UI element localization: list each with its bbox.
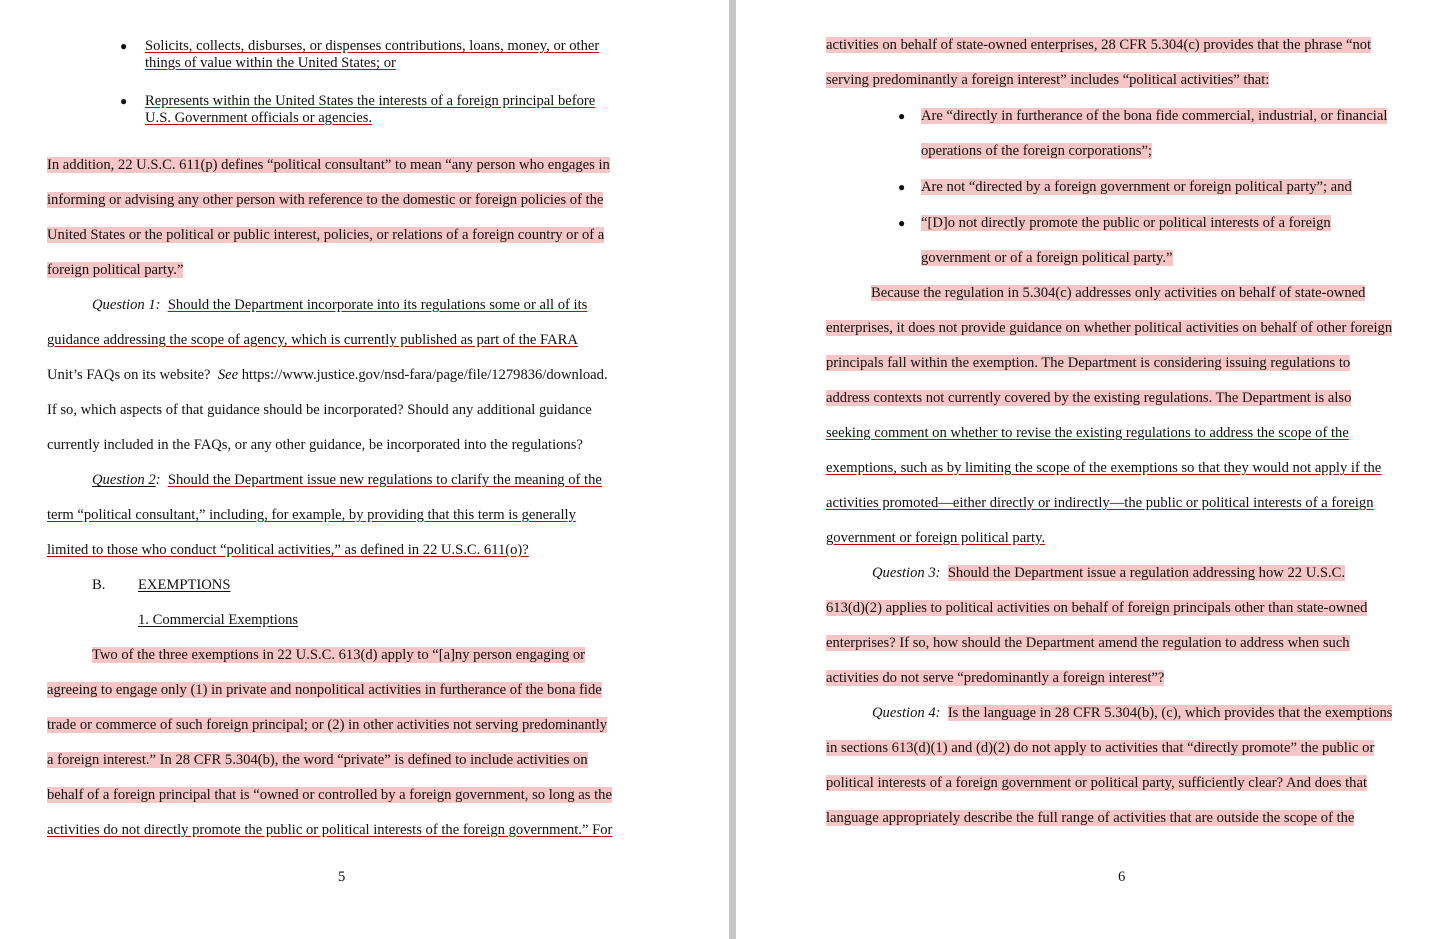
bullet: ● <box>898 109 906 123</box>
text-line: in sections 613(d)(1) and (d)(2) do not apply to activities that “directly promote” the public or <box>826 740 1375 756</box>
question-3-line: Question 3: Should the Department issue a regulation addressing how 22 U.S.C. <box>872 565 1346 581</box>
text-line: government or foreign political party. <box>826 530 1046 546</box>
question-1-line: Question 1: Should the Department incorporate into its regulations some or all of its <box>92 297 588 313</box>
text-line: trade or commerce of such foreign principal; or (2) in other activities not serving predominantly <box>47 717 608 733</box>
text-line: behalf of a foreign principal that is “owned or controlled by a foreign government, so long as the <box>47 787 612 803</box>
question-4-line: Question 4: Is the language in 28 CFR 5.304(b), (c), which provides that the exemptions <box>872 705 1393 721</box>
text-line: guidance addressing the scope of agency, which is currently published as part of the FARA <box>47 332 578 348</box>
text-line: Are not “directed by a foreign government or foreign political party”; and <box>921 179 1352 195</box>
bullet: ● <box>120 94 128 108</box>
text-line: enterprises? If so, how should the Department amend the regulation to address when such <box>826 635 1350 651</box>
bullet: ● <box>898 180 906 194</box>
text-line: activities on behalf of state-owned enterprises, 28 CFR 5.304(c) provides that the phrase “not <box>826 37 1372 53</box>
text-line: principals fall within the exemption. The Department is considering issuing regulations to <box>826 355 1351 371</box>
text-line: address contexts not currently covered by the existing regulations. The Department is also <box>826 390 1352 406</box>
page-6 <box>736 0 1456 939</box>
text-line: activities do not directly promote the public or political interests of the foreign government.” For <box>47 822 613 838</box>
text-line: foreign political party.” <box>47 262 184 278</box>
text-line: If so, which aspects of that guidance should be incorporated? Should any additional guidance <box>47 402 592 418</box>
text-line: a foreign interest.” In 28 CFR 5.304(b), the word “private” is defined to include activities on <box>47 752 588 768</box>
text-line: Are “directly in furtherance of the bona fide commercial, industrial, or financial <box>921 108 1388 124</box>
page-divider <box>729 0 736 939</box>
page-number: 6 <box>1118 869 1126 885</box>
text-line: United States or the political or public interest, policies, or relations of a foreign country or of a <box>47 227 605 243</box>
text-line: Represents within the United States the interests of a foreign principal before <box>145 93 596 109</box>
subsection-heading: 1. Commercial Exemptions <box>138 612 299 628</box>
bullet: ● <box>120 39 128 53</box>
text-line: Unit’s FAQs on its website? See https://www.justice.gov/nsd-fara/page/file/1279836/download. <box>47 367 608 383</box>
text-line: activities promoted—either directly or indirectly—the public or political interests of a foreign <box>826 495 1374 511</box>
faq-url[interactable]: https://www.justice.gov/nsd-fara/page/file/1279836/download. <box>241 367 608 383</box>
bullet: ● <box>898 216 906 230</box>
text-line: U.S. Government officials or agencies. <box>145 110 373 126</box>
page-number: 5 <box>338 869 346 885</box>
text-line: activities do not serve “predominantly a foreign interest”? <box>826 670 1165 686</box>
text-line: government or of a foreign political party.” <box>921 250 1173 266</box>
text-line: serving predominantly a foreign interest” includes “political activities” that: <box>826 72 1270 88</box>
text-line: In addition, 22 U.S.C. 611(p) defines “political consultant” to mean “any person who engages in <box>47 157 610 173</box>
text-line: currently included in the FAQs, or any other guidance, be incorporated into the regulations? <box>47 437 583 453</box>
text-line: Two of the three exemptions in 22 U.S.C. 613(d) apply to “[a]ny person engaging or <box>92 647 586 663</box>
text-line: enterprises, it does not provide guidance on whether political activities on behalf of other foreign <box>826 320 1393 336</box>
text-line: informing or advising any other person with reference to the domestic or foreign policies of the <box>47 192 604 208</box>
text-line: things of value within the United States; or <box>145 55 396 71</box>
text-line: limited to those who conduct “political activities,” as defined in 22 U.S.C. 611(o)? <box>47 542 529 558</box>
text-line: political interests of a foreign government or political party, sufficiently clear? And does that <box>826 775 1368 791</box>
text-line: operations of the foreign corporations”; <box>921 143 1152 159</box>
text-line: language appropriately describe the full range of activities that are outside the scope of the <box>826 810 1355 826</box>
section-heading: EXEMPTIONS <box>138 577 231 593</box>
text-line: exemptions, such as by limiting the scope of the exemptions so that they would not apply if the <box>826 460 1382 476</box>
text-line: 613(d)(2) applies to political activities on behalf of foreign principals other than state-owned <box>826 600 1368 616</box>
section-letter: B. <box>92 577 106 593</box>
text-line: agreeing to engage only (1) in private and nonpolitical activities in furtherance of the bona fide <box>47 682 602 698</box>
text-line: Because the regulation in 5.304(c) addresses only activities on behalf of state-owned <box>871 285 1366 301</box>
text-line: term “political consultant,” including, for example, by providing that this term is generally <box>47 507 576 523</box>
question-2-line: Question 2: Should the Department issue new regulations to clarify the meaning of the <box>92 472 602 488</box>
text-line: seeking comment on whether to revise the existing regulations to address the scope of the <box>826 425 1349 441</box>
text-line: Solicits, collects, disburses, or dispenses contributions, loans, money, or other <box>145 38 600 54</box>
text-line: “[D]o not directly promote the public or political interests of a foreign <box>921 215 1331 231</box>
